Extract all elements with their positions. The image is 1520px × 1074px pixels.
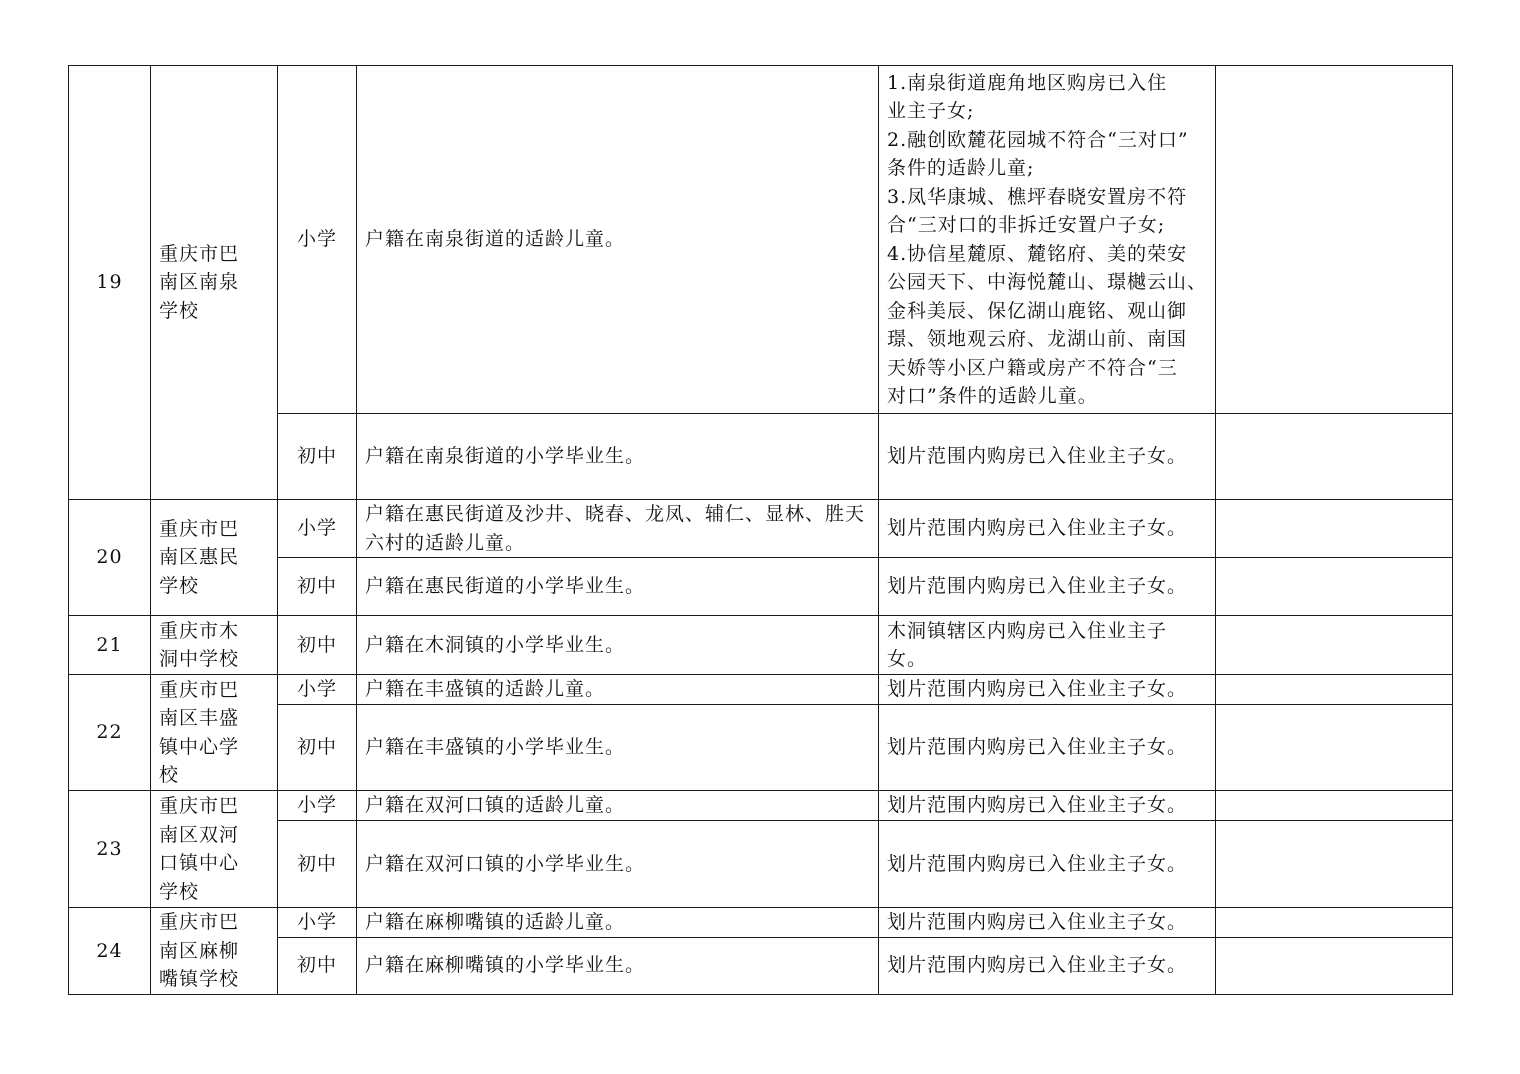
remark-cell bbox=[1216, 791, 1453, 821]
school-name: 重庆市巴 南区双河 口镇中心 学校 bbox=[151, 791, 278, 908]
enrollment-note: 划片范围内购房已入住业主子女。 bbox=[879, 705, 1216, 791]
school-level: 小学 bbox=[278, 791, 357, 821]
remark-cell bbox=[1216, 414, 1453, 500]
school-level: 初中 bbox=[278, 705, 357, 791]
enrollment-note: 木洞镇辖区内购房已入住业主子 女。 bbox=[879, 616, 1216, 675]
enrollment-note: 划片范围内购房已入住业主子女。 bbox=[879, 908, 1216, 938]
school-level: 初中 bbox=[278, 558, 357, 616]
school-level: 小学 bbox=[278, 908, 357, 938]
enrollment-requirement: 户籍在木洞镇的小学毕业生。 bbox=[357, 616, 879, 675]
school-level: 小学 bbox=[278, 66, 357, 414]
row-number: 20 bbox=[69, 500, 151, 616]
enrollment-requirement: 户籍在南泉街道的小学毕业生。 bbox=[357, 414, 879, 500]
enrollment-requirement: 户籍在双河口镇的小学毕业生。 bbox=[357, 821, 879, 908]
school-level: 小学 bbox=[278, 500, 357, 558]
enrollment-requirement: 户籍在南泉街道的适龄儿童。 bbox=[357, 66, 879, 414]
table-row bbox=[69, 791, 1453, 821]
row-number: 21 bbox=[69, 616, 151, 675]
remark-cell bbox=[1216, 616, 1453, 675]
row-number: 24 bbox=[69, 908, 151, 995]
school-name: 重庆市巴 南区麻柳 嘴镇学校 bbox=[151, 908, 278, 995]
school-level: 初中 bbox=[278, 937, 357, 994]
remark-cell bbox=[1216, 821, 1453, 908]
enrollment-note: 1.南泉街道鹿角地区购房已入住 业主子女; 2.融创欧麓花园城不符合“三对口” 条件的适龄儿童; 3.凤华康城、樵坪春晓安置房不符 合“三对口的非拆迁安置户子女; 4.协信星麓原、麓铭府、美的荣安 公园天下、中海悦麓山、璟樾云山、 金科美辰、保亿湖山鹿铭、观山御 璟、领地观云府、龙湖山前、南国 天娇等小区户籍或房产不符合“三 对口”条件的适龄儿童。 bbox=[879, 66, 1216, 414]
row-number: 23 bbox=[69, 791, 151, 908]
school-name: 重庆市巴 南区南泉 学校 bbox=[151, 66, 278, 500]
enrollment-note: 划片范围内购房已入住业主子女。 bbox=[879, 558, 1216, 616]
table-row bbox=[69, 616, 1453, 675]
remark-cell bbox=[1216, 908, 1453, 938]
enrollment-note: 划片范围内购房已入住业主子女。 bbox=[879, 675, 1216, 705]
enrollment-requirement: 户籍在麻柳嘴镇的小学毕业生。 bbox=[357, 937, 879, 994]
school-name: 重庆市巴 南区惠民 学校 bbox=[151, 500, 278, 616]
table-row bbox=[69, 908, 1453, 938]
remark-cell bbox=[1216, 705, 1453, 791]
enrollment-note: 划片范围内购房已入住业主子女。 bbox=[879, 791, 1216, 821]
school-level: 初中 bbox=[278, 616, 357, 675]
table-row bbox=[69, 675, 1453, 705]
school-name: 重庆市巴 南区丰盛 镇中心学 校 bbox=[151, 675, 278, 791]
school-level: 小学 bbox=[278, 675, 357, 705]
enrollment-requirement: 户籍在丰盛镇的适龄儿童。 bbox=[357, 675, 879, 705]
remark-cell bbox=[1216, 675, 1453, 705]
school-name: 重庆市木 洞中学校 bbox=[151, 616, 278, 675]
enrollment-requirement: 户籍在惠民街道的小学毕业生。 bbox=[357, 558, 879, 616]
table-row bbox=[69, 500, 1453, 558]
enrollment-note: 划片范围内购房已入住业主子女。 bbox=[879, 821, 1216, 908]
enrollment-requirement: 户籍在丰盛镇的小学毕业生。 bbox=[357, 705, 879, 791]
enrollment-requirement: 户籍在惠民街道及沙井、晓春、龙凤、辅仁、显林、胜天六村的适龄儿童。 bbox=[357, 500, 879, 558]
remark-cell bbox=[1216, 937, 1453, 994]
enrollment-requirement: 户籍在麻柳嘴镇的适龄儿童。 bbox=[357, 908, 879, 938]
enrollment-note: 划片范围内购房已入住业主子女。 bbox=[879, 414, 1216, 500]
remark-cell bbox=[1216, 66, 1453, 414]
enrollment-table bbox=[68, 65, 1453, 995]
row-number: 19 bbox=[69, 66, 151, 500]
enrollment-note: 划片范围内购房已入住业主子女。 bbox=[879, 500, 1216, 558]
enrollment-note: 划片范围内购房已入住业主子女。 bbox=[879, 937, 1216, 994]
table-row bbox=[69, 66, 1453, 414]
school-level: 初中 bbox=[278, 821, 357, 908]
row-number: 22 bbox=[69, 675, 151, 791]
enrollment-requirement: 户籍在双河口镇的适龄儿童。 bbox=[357, 791, 879, 821]
school-level: 初中 bbox=[278, 414, 357, 500]
remark-cell bbox=[1216, 558, 1453, 616]
remark-cell bbox=[1216, 500, 1453, 558]
